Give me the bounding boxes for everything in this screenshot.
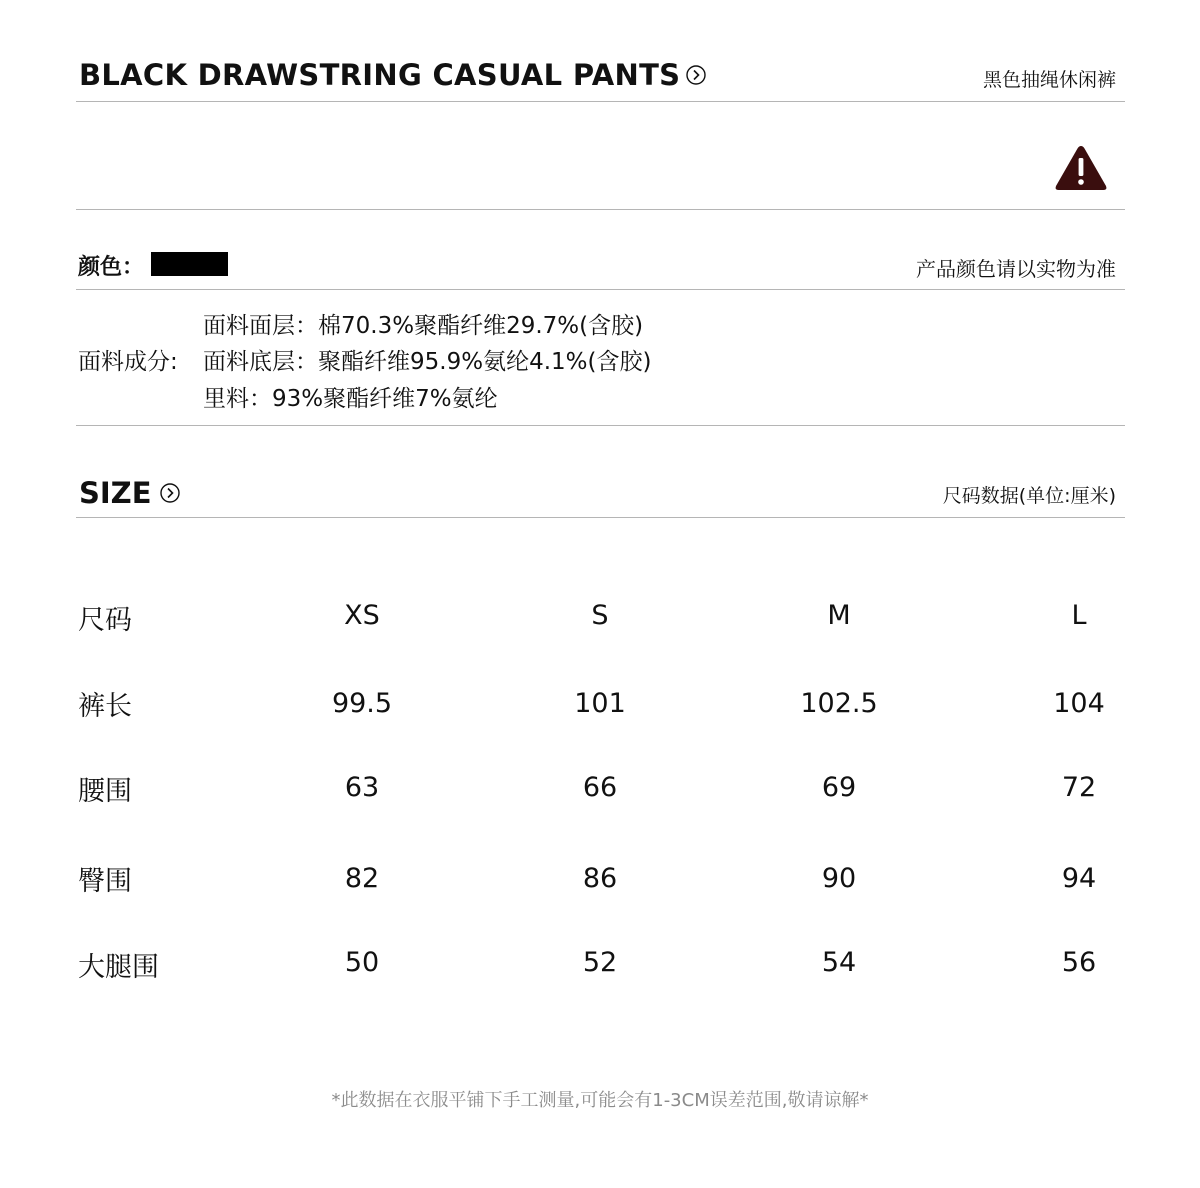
table-cell: 102.5 [800,688,878,719]
fabric-line-base: 面料底层：聚酯纤维95.9%氨纶4.1%(含胶) [203,349,652,375]
warning-triangle-icon [1053,143,1109,193]
row-label: 臀围 [78,866,132,897]
product-title [79,58,706,92]
size-unit-note: 尺码数据(单位:厘米) [942,485,1116,507]
table-cell: 69 [821,772,857,803]
table-cell: 63 [344,772,380,803]
table-cell: 54 [821,947,857,978]
size-header-cell: M [827,600,851,631]
table-cell: 86 [582,863,618,894]
size-header-label: 尺码 [78,605,132,636]
divider [76,425,1125,426]
table-cell: 90 [821,863,857,894]
fabric-line-outer: 面料面层：棉70.3%聚酯纤维29.7%(含胶) [203,313,644,339]
table-cell: 56 [1061,947,1097,978]
fabric-line-lining: 里料：93%聚酯纤维7%氨纶 [203,386,498,412]
fabric-label: 面料成分: [78,349,178,375]
table-cell: 82 [344,863,380,894]
size-title [79,476,180,510]
table-cell: 94 [1061,863,1097,894]
measurement-footnote: *此数据在衣服平铺下手工测量,可能会有1-3CM误差范围,敬请谅解* [331,1090,869,1111]
chevron-right-circle-icon [686,65,706,85]
table-cell: 99.5 [331,688,393,719]
color-label: 颜色： [78,255,145,280]
table-cell: 72 [1061,772,1097,803]
size-header-cell: XS [344,600,380,631]
table-cell: 104 [1053,688,1105,719]
divider [76,101,1125,102]
row-label: 大腿围 [78,952,159,983]
size-title-text: SIZE [79,476,152,510]
row-label: 裤长 [78,691,132,722]
divider [76,289,1125,290]
product-title-text: BLACK DRAWSTRING CASUAL PANTS [79,58,681,92]
divider [76,517,1125,518]
color-note: 产品颜色请以实物为准 [916,257,1116,281]
table-cell: 50 [344,947,380,978]
divider [76,209,1125,210]
table-cell: 101 [574,688,626,719]
table-cell: 52 [582,947,618,978]
row-label: 腰围 [78,776,132,807]
table-cell: 66 [582,772,618,803]
size-header-cell: L [1071,600,1087,631]
chevron-right-circle-icon [160,483,180,503]
product-title-cn: 黑色抽绳休闲裤 [982,69,1116,91]
size-header-cell: S [591,600,609,631]
color-swatch [151,252,228,276]
